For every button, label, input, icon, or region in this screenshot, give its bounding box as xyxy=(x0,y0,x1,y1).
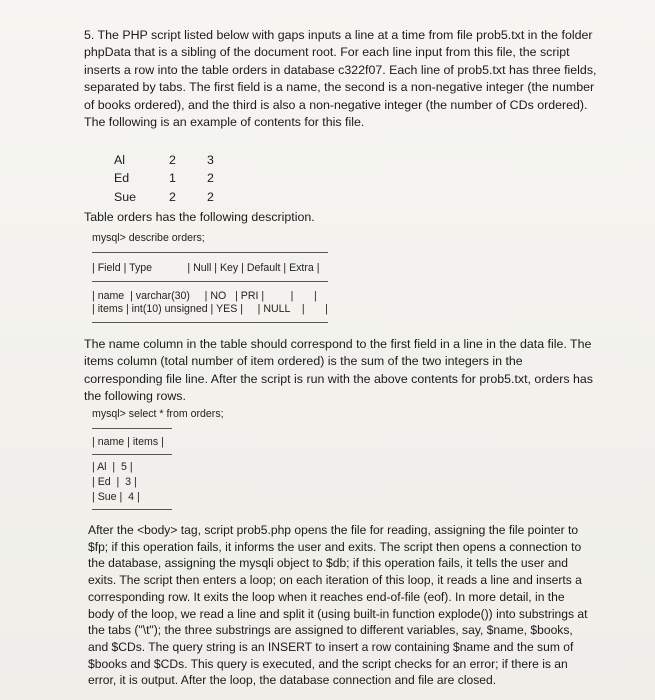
closing-paragraph: After the <body> tag, script prob5.php opens the file for reading, assigning the file pointer to $fp; if this operation fails, it informs the user and exits. The script then opens a connection to the database, assigning the mysqli object to $db; if this operation fails, it tells the user and exits. The script then enters a loop; on each iteration of this loop, it reads a line and inserts a corresponding row. It exits the loop when it reaches end-of-file (eof). In more detail, in the body of the loop, we read a line and split it (using built-in function explode()) into substrings at the tabs ("\t"); the three substrings are assigned to different variables, say, $name, $books, and $CDs. The query string is an INSERT to insert a row containing $name and the sum of $books and $CDs. This query is executed, and the script checks for an error; if there is an error, it is output. After the loop, the database connection and file are closed. xyxy=(88,523,588,688)
file-cds-cell: 3 xyxy=(207,153,214,167)
select-command: mysql> select * from orders; xyxy=(92,408,224,420)
select-row: | Ed | 3 | xyxy=(92,476,137,488)
table-border xyxy=(92,454,172,455)
table-border xyxy=(92,252,328,253)
file-name-cell: Sue xyxy=(114,190,137,204)
file-name-cell: Ed xyxy=(114,171,130,185)
describe-row: | name | varchar(30) | NO | PRI | | | xyxy=(92,290,317,302)
intro-paragraph: 5. The PHP script listed below with gaps inputs a line at a time from file prob5.txt in the folder phpData that is a sibling of the document root. For each line input from this file, the script inserts a row into the table orders in database c322f07. Each line of prob5.txt has three fields, separated by tabs. The first field is a name, the second is a non-negative integer (the number of books ordered), and the third is also a non-negative integer (the number of CDs ordered). The following is an example of contents for this file. xyxy=(84,28,597,130)
middle-paragraph: The name column in the table should correspond to the first field in a line in the data file. The items column (total number of item ordered) is the sum of the two integers in the corresponding file line. After the script is run with the above contents for prob5.txt, orders has the following rows. xyxy=(84,337,593,404)
table-border xyxy=(92,281,328,282)
file-name-cell: Al xyxy=(114,153,126,167)
describe-title: Table orders has the following description. xyxy=(84,210,315,224)
table-border xyxy=(92,428,172,429)
file-cds-cell: 2 xyxy=(207,171,214,185)
file-books-cell: 2 xyxy=(169,190,176,204)
select-row: | Sue | 4 | xyxy=(92,491,140,503)
describe-header: | Field | Type | Null | Key | Default | Extra | xyxy=(92,262,320,274)
select-row: | Al | 5 | xyxy=(92,461,133,473)
describe-row: | items | int(10) unsigned | YES | | NULL | | xyxy=(92,303,328,315)
file-books-cell: 2 xyxy=(169,153,176,167)
describe-command: mysql> describe orders; xyxy=(92,232,205,244)
table-border xyxy=(92,322,328,323)
file-books-cell: 1 xyxy=(169,171,176,185)
select-header: | name | items | xyxy=(92,436,164,448)
table-border xyxy=(92,509,172,510)
file-cds-cell: 2 xyxy=(207,190,214,204)
